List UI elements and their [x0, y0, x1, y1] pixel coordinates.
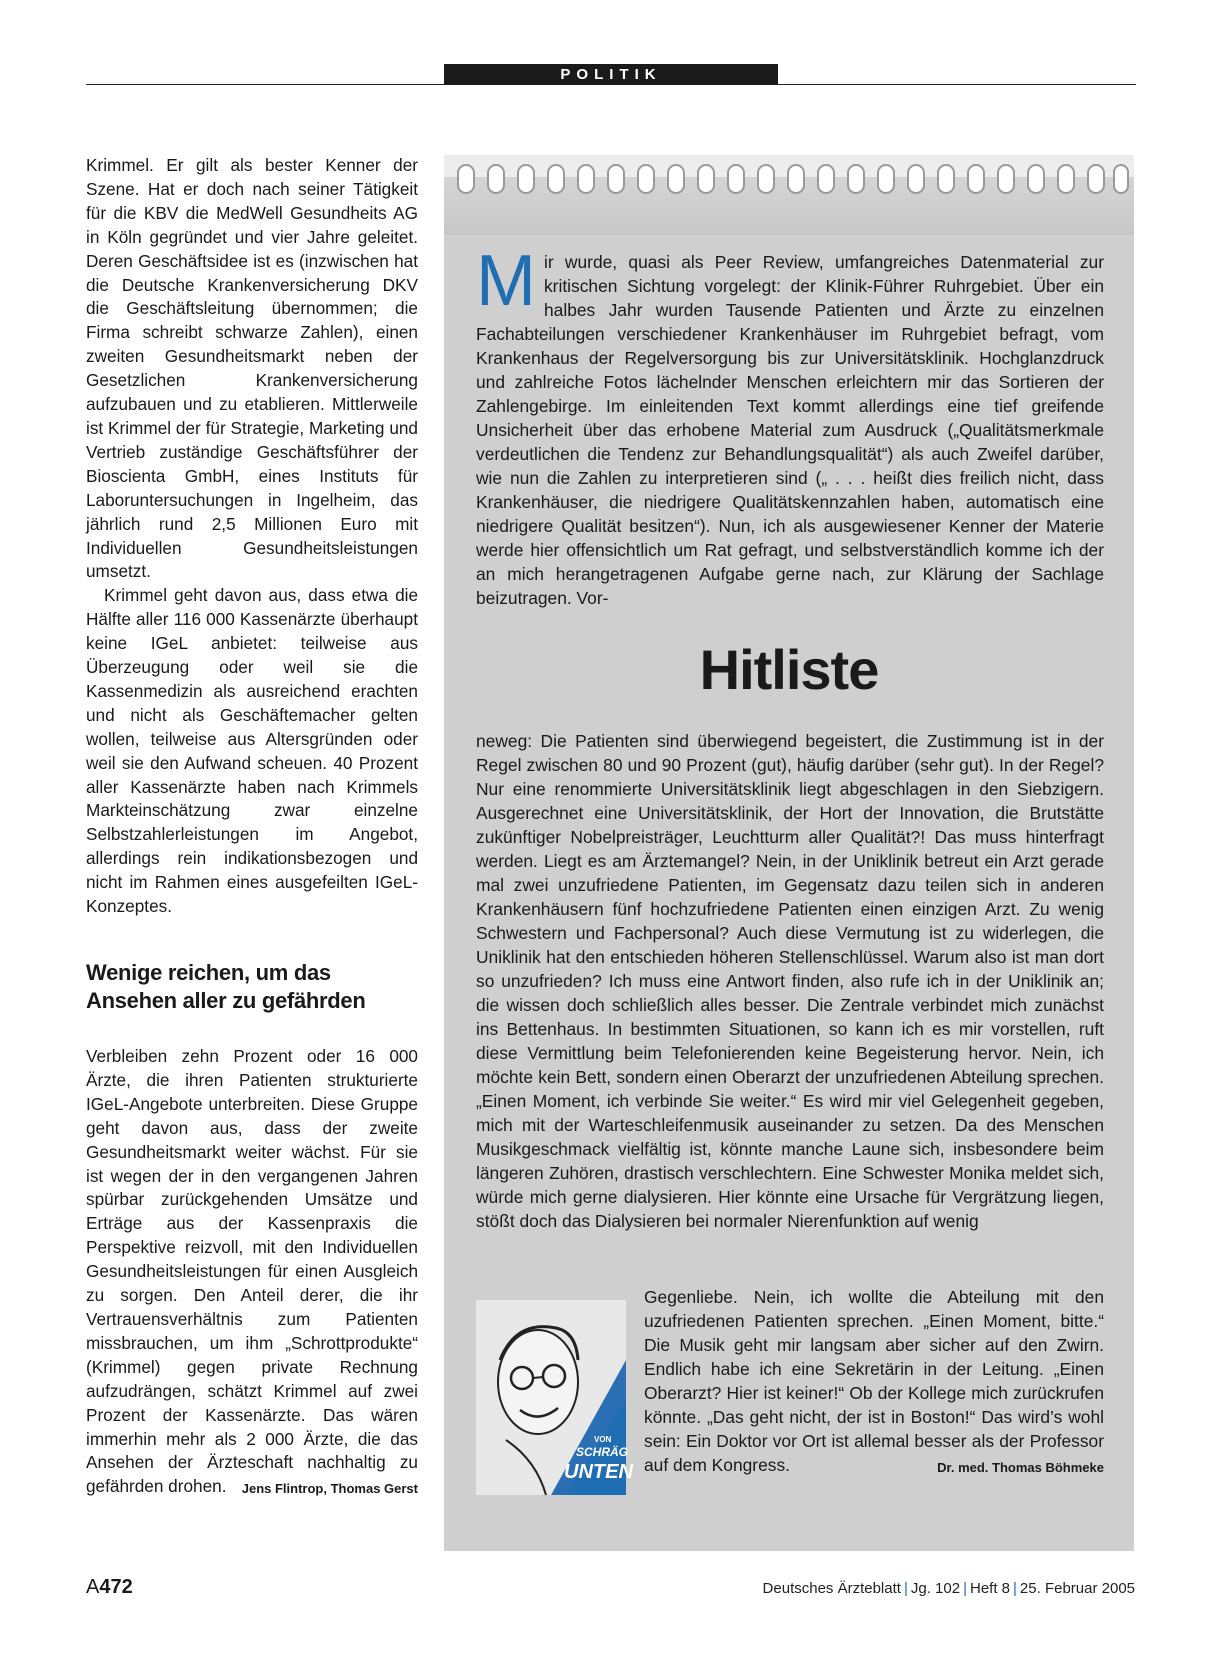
cartoon-label-small: VON	[594, 1435, 612, 1444]
glosse-tail-text: Gegenliebe. Nein, ich wollte die Abteilung mit den uzufriedenen Patienten sprechen. „Einen Moment, bitte.“ Die Musik geht mir langsam aber sicher auf den Zwirn. Endlich habe ich eine Sekretärin in der Leitung. „Einen Oberarzt? Hier ist keiner!“ Ob der Kollege mich zurückrufen könnte. „Das geht nicht, der ist in Boston!“ Das wird’s wohl sein: Ein Doktor vor Ort ist allemal besser als der Professor auf dem Kongress.	[644, 1287, 1104, 1475]
glosse-headline: Hitliste	[699, 638, 879, 701]
glosse-intro-paragraph	[476, 241, 1104, 610]
journal-issue: Heft 8	[969, 1580, 1011, 1597]
section-tag: POLITIK	[444, 64, 778, 85]
cartoon-label-big: UNTEN	[564, 1461, 633, 1483]
author-cartoon	[476, 1300, 633, 1495]
dropcap: M	[476, 241, 536, 321]
glosse-tail	[644, 1285, 1104, 1480]
journal-date: 25. Februar 2005	[1019, 1580, 1135, 1597]
glosse-body-paragraph: neweg: Die Patienten sind überwiegend begeistert, die Zustimmung ist in der Regel zwischen 80 und 90 Prozent (gut), häufig darüber (sehr gut). In der Regel? Nur eine renommierte Universitätsklinik liegt abgeschlagen in den Siebzigern. Ausgerechnet eine Universitätsklinik, der Hort der Innovation, die Brutstätte zukünftiger Nobelpreisträger, Leuchtturm aller Qualität?! Das muss hinterfragt werden. Liegt es am Ärztemangel? Nein, in der Uniklinik betreut ein Arzt gerade mal zwei unzufriedene Patienten, im Gegensatz dazu teilen sich in anderen Krankenhäusern fünf hochzufriedene Patienten einen einzigen Arzt. Zu wenig Schwestern und Fachpersonal? Auch diese Vermutung ist zu widerlegen, die Uniklinik hat den entschieden höheren Stellenschlüssel. Warum also ist man dort so unzufrieden? Ich muss eine Antwort finden, also rufe ich in der Uniklinik an; die wissen doch schließlich alles besser. Die Zentrale verbindet mich zunächst ins Bettenhaus. In bestimmten Situationen, so kann ich es mir vorstellen, ruft diese Vermittlung beim Telefonierenden keine Begeisterung hervor. Nein, ich möchte kein Bett, sondern einen Oberarzt der unzufriedenen Abteilung sprechen. „Einen Moment, ich verbinde Sie weiter.“ Es wird mir viel Gelegenheit gegeben, mich mit der Warteschleifenmusik auseinander zu setzen. Da des Menschen Musikgeschmack vielfältig ist, könnte manche Laune sich, insbesondere beim längeren Zuhören, drastisch verschlechtern. Eine Schwester Monika meldet sich, würde mich gerne dialysieren. Hier könnte eine Ursache für Vergrätzung liegen, stößt doch das Dialysieren bei normaler Nierenfunktion auf wenig	[476, 731, 1104, 1231]
separator: |	[903, 1580, 908, 1597]
caricature-image	[476, 1300, 633, 1495]
glosse-box	[444, 155, 1134, 1551]
left-paragraph-2: Krimmel geht davon aus, dass etwa die Hälfte aller 116 000 Kassenärzte überhaupt keine IGeL anbietet: teilweise aus Überzeugung oder weil sie die Kassenmedizin als ausreichend erachten und nicht als Geschäftemacher gelten wollen, teilweise aus Altersgründen oder weil sie den Aufwand scheuen. 40 Prozent aller Kassenärzte haben nach Krimmels Markteinschätzung zwar einzelne Selbstzahlerleistungen im Angebot, allerdings rein indikationsbezogen und nicht im Rahmen eines ausgefeilten IGeL-Konzeptes.	[86, 585, 418, 917]
journal-info	[763, 1580, 1135, 1597]
byline: Jens Flintrop, Thomas Gerst	[241, 1481, 418, 1497]
journal-name: Deutsches Ärzteblatt	[762, 1580, 901, 1597]
left-paragraph-3-text: Verbleiben zehn Prozent oder 16 000 Ärzte, die ihren Patienten strukturierte IGeL-Angebote unterbreiten. Diese Gruppe geht davon aus, dass der zweite Gesundheitsmarkt weiter wächst. Für sie ist wegen der in den vergangenen Jahren spürbar zurückgehenden Umsätze und Erträge aus der Kassenpraxis die Perspektive reizvoll, mit den Individuellen Gesundheitsleistungen für einen Ausgleich zu sorgen. Den Anteil derer, die ihr Vertrauensverhältnis zum Patienten missbrauchen, um ihm „Schrottprodukte“ (Krimmel) gegen private Rechnung aufzudrängen, schätzt Krimmel auf zwei Prozent der Kassenärzte. Das wären immerhin mehr als 2 000 Ärzte, die das Ansehen der Ärzteschaft nachhaltig zu gefährden drohen.	[86, 1046, 418, 1497]
glosse-tail-paragraph	[644, 1285, 1104, 1477]
journal-volume: Jg. 102	[910, 1580, 961, 1597]
separator: |	[1013, 1580, 1017, 1597]
left-paragraph-3	[86, 1045, 418, 1499]
notepad-rings	[444, 155, 1134, 235]
glosse-intro-text: ir wurde, quasi als Peer Review, umfangreiches Datenmaterial zur kritischen Sichtung vorgelegt: der Klinik-Führer Ruhrgebiet. Über ein halbes Jahr wurden Tausende Patienten und Ärzte zu einzelnen Fachabteilungen verschiedener Krankenhäuser im Ruhrgebiet befragt, vom Krankenhaus der Regelversorgung bis zur Universitätsklinik. Hochglanzdruck und zahlreiche Fotos lächelnder Menschen erleichtern mir das Sortieren der Zahlengebirge. Im einleitenden Text kommt allerdings eine tief greifende Unsicherheit über das erhobene Material zum Ausdruck („Qualitätsmerkmale verdeutlichen die Tendenz zur Behandlungsqualität“) als auch Zweifel darüber, wie nun die Zahlen zu interpretieren sind („ . . . heißt dies freilich nicht, dass Krankenhäuser, die niedrigere Qualitätskennzahlen haben, automatisch eine niedrigere Qualität besitzen“). Nun, ich als ausgewiesener Kenner der Materie werde hier offensichtlich um Rat gefragt, und selbstverständlich komme ich der an mich herangetragenen Aufgabe gerne nach, zur Klärung der Sachlage beizutragen. Vor-	[476, 252, 1104, 608]
page-number-value: 472	[99, 1576, 133, 1598]
left-column	[86, 154, 418, 1501]
subheading: Wenige reichen, um das Ansehen aller zu gefährden	[86, 960, 366, 1013]
glosse-body	[476, 729, 1104, 1233]
separator: |	[963, 1580, 967, 1597]
page-prefix: A	[86, 1576, 100, 1598]
left-paragraph-1: Krimmel. Er gilt als bester Kenner der Szene. Hat er doch nach seiner Tätigkeit für die KBV die MedWell Gesundheits AG in Köln gegründet und vier Jahre geleitet. Deren Geschäftsidee ist es (inzwischen hat die Deutsche Krankenversicherung DKV die Geschäftsleitung übernommen; die Firma schreibt schwarze Zahlen), einen zweiten Gesundheitsmarkt neben der Gesetzlichen Krankenversicherung aufzubauen und zu etablieren. Mittlerweile ist Krimmel der für Strategie, Marketing und Vertrieb zuständige Geschäftsführer der Bioscienta GmbH, eines Instituts für Laboruntersuchungen in Ingelheim, das jährlich rund 2,5 Millionen Euro mit Individuellen Gesundheitsleistungen umsetzt.	[86, 155, 418, 582]
glosse-author: Dr. med. Thomas Böhmeke	[937, 1460, 1104, 1475]
cartoon-label-mid: SCHRÄG	[576, 1445, 629, 1459]
ring-holes-graphic	[444, 155, 1134, 235]
page-number	[86, 1576, 133, 1599]
glosse-intro	[476, 241, 1104, 610]
